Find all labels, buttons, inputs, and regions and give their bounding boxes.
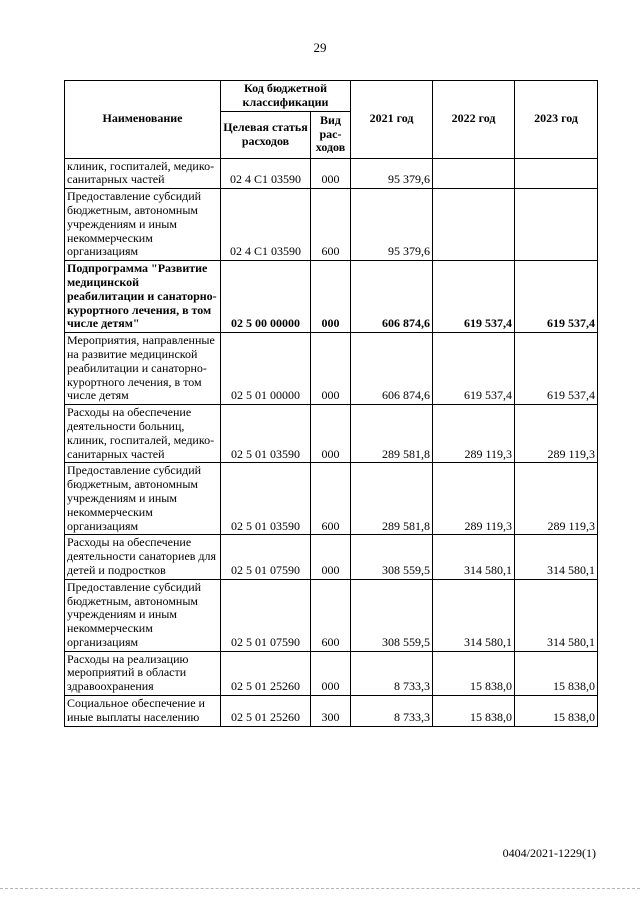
row-kind: 600	[311, 463, 351, 535]
row-2021: 289 581,8	[351, 405, 433, 463]
table-row	[65, 696, 598, 727]
row-2022: 289 119,3	[433, 405, 515, 463]
table-row-subprogram	[65, 261, 598, 333]
row-2021: 95 379,6	[351, 158, 433, 189]
row-name: Предоставление субсидий бюджетным, автономным учреждениям и иным некоммерческим организациям	[65, 463, 221, 535]
row-2021: 8 733,3	[351, 696, 433, 727]
row-kind: 000	[311, 333, 351, 405]
header-target: Целевая статья расходов	[221, 111, 311, 158]
row-kind: 600	[311, 579, 351, 651]
row-2021: 95 379,6	[351, 189, 433, 261]
row-kind: 000	[311, 535, 351, 579]
row-kind: 000	[311, 405, 351, 463]
row-2022	[433, 189, 515, 261]
header-name: Наименование	[65, 81, 221, 159]
row-name: Социальное обеспечение и иные выплаты населению	[65, 696, 221, 727]
row-2022: 619 537,4	[433, 333, 515, 405]
row-kind: 000	[311, 651, 351, 695]
table-row	[65, 651, 598, 695]
document-code: 0404/2021-1229(1)	[502, 846, 596, 860]
row-2023	[515, 158, 598, 189]
row-2021: 308 559,5	[351, 535, 433, 579]
row-2021: 606 874,6	[351, 333, 433, 405]
row-code: 02 5 01 07590	[221, 579, 311, 651]
table-row	[65, 158, 598, 189]
row-2022: 314 580,1	[433, 535, 515, 579]
row-kind: 000	[311, 158, 351, 189]
row-2023: 289 119,3	[515, 405, 598, 463]
row-2021: 606 874,6	[351, 261, 433, 333]
row-code: 02 5 01 03590	[221, 405, 311, 463]
row-name: Расходы на обеспечение деятельности больниц, клиник, госпиталей, медико-санитарных частей	[65, 405, 221, 463]
table-row	[65, 405, 598, 463]
row-2023: 314 580,1	[515, 535, 598, 579]
row-kind: 600	[311, 189, 351, 261]
row-2023: 15 838,0	[515, 696, 598, 727]
row-code: 02 5 01 03590	[221, 463, 311, 535]
table-row	[65, 535, 598, 579]
row-kind: 300	[311, 696, 351, 727]
header-2021: 2021 год	[351, 81, 433, 159]
row-name: Предоставление субсидий бюджетным, автономным учреждениям и иным некоммерческим организациям	[65, 189, 221, 261]
row-name: Расходы на обеспечение деятельности санаториев для детей и подростков	[65, 535, 221, 579]
row-kind: 000	[311, 261, 351, 333]
row-2022: 314 580,1	[433, 579, 515, 651]
row-name: Мероприятия, направленные на развитие медицинской реабилитации и санаторно-курортного лечения, в том числе детям	[65, 333, 221, 405]
row-2022: 15 838,0	[433, 696, 515, 727]
header-2023: 2023 год	[515, 81, 598, 159]
row-2023	[515, 189, 598, 261]
header-code-group: Код бюджетной классификации	[221, 81, 351, 112]
row-name: клиник, госпиталей, медико-санитарных частей	[65, 158, 221, 189]
row-code: 02 5 01 25260	[221, 651, 311, 695]
budget-table	[64, 80, 598, 727]
row-name: Предоставление субсидий бюджетным, автономным учреждениям и иным некоммерческим организациям	[65, 579, 221, 651]
table-row	[65, 333, 598, 405]
row-2023: 619 537,4	[515, 333, 598, 405]
row-2023: 314 580,1	[515, 579, 598, 651]
table-row	[65, 579, 598, 651]
row-code: 02 5 01 25260	[221, 696, 311, 727]
row-2022: 15 838,0	[433, 651, 515, 695]
row-2021: 289 581,8	[351, 463, 433, 535]
page-number: 29	[313, 40, 327, 55]
row-2022	[433, 158, 515, 189]
header-2022: 2022 год	[433, 81, 515, 159]
row-code: 02 4 С1 03590	[221, 158, 311, 189]
row-2023: 15 838,0	[515, 651, 598, 695]
row-name: Расходы на реализацию мероприятий в области здравоохранения	[65, 651, 221, 695]
table-row	[65, 463, 598, 535]
row-2023: 289 119,3	[515, 463, 598, 535]
row-code: 02 5 01 00000	[221, 333, 311, 405]
row-name: Подпрограмма "Развитие медицинской реабилитации и санаторно-курортного лечения, в том числе детям"	[65, 261, 221, 333]
row-code: 02 5 01 07590	[221, 535, 311, 579]
row-code: 02 4 С1 03590	[221, 189, 311, 261]
row-2021: 308 559,5	[351, 579, 433, 651]
table-row	[65, 189, 598, 261]
row-code: 02 5 00 00000	[221, 261, 311, 333]
header-kind: Вид рас-ходов	[311, 111, 351, 158]
row-2023: 619 537,4	[515, 261, 598, 333]
row-2021: 8 733,3	[351, 651, 433, 695]
page-bottom-divider	[0, 888, 640, 889]
row-2022: 619 537,4	[433, 261, 515, 333]
row-2022: 289 119,3	[433, 463, 515, 535]
